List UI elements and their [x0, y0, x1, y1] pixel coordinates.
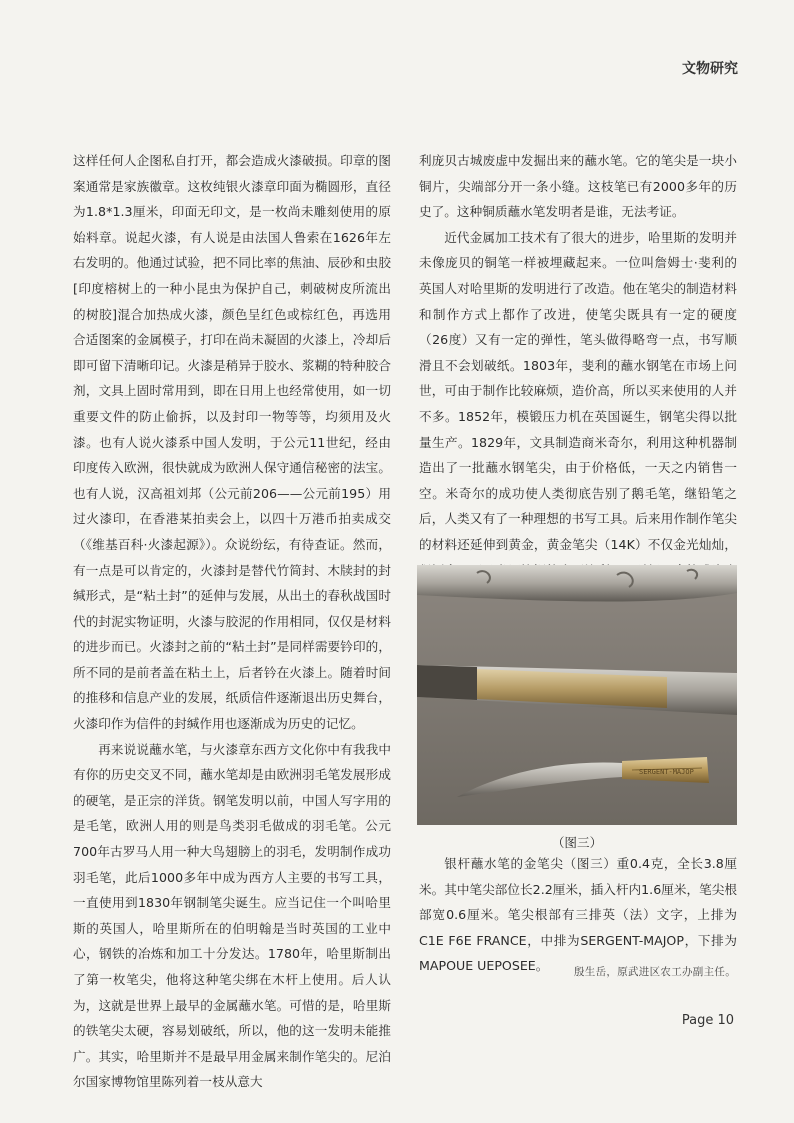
right-column — [419, 148, 737, 609]
section-title: 文物研究 — [682, 61, 738, 77]
body-paragraph: 再来说说蘸水笔，与火漆章东西方文化你中有我我中有你的历史交叉不同，蘸水笔却是由欧洲羽毛笔发展形成的硬笔，是正宗的洋货。钢笔发明以前，中国人写字用的是毛笔，欧洲人用的则是鸟类羽毛做成的羽毛笔。公元700年古罗马人用一种大鸟翅膀上的羽毛，发明制作成功羽毛笔，此后1000多年中成为西方人主要的书写工具，一直使用到1830年钢制笔尖诞生。应当记住一个叫哈里斯的英国人，哈里斯所在的伯明翰是当时英国的工业中心，钢铁的冶炼和加工十分发达。1780年，哈里斯制出了第一枚笔尖，他将这种笔尖绑在木杆上使用。后人认为，这就是世界上最早的金属蘸水笔。可惜的是，哈里斯的铁笔尖太硬，容易划破纸，所以，他的这一发明未能推广。其实，哈里斯并不是最早用金属来制作笔尖的。尼泊尔国家博物馆里陈列着一枝从意大 — [73, 741, 391, 1090]
body-paragraph: 银杆蘸水笔的金笔尖（图三）重0.4克，全长3.8厘米。其中笔尖部位长2.2厘米，插入杆内1.6厘米，笔尖根部宽0.6厘米。笔尖根部有三排英（法）文字，上排为C1E F6E FRANCE，中排为SERGENT-MAJOP，下排为MAPOUE UEPOSEE。 — [419, 856, 737, 974]
author-note: 殷生岳，原武进区农工办副主任。 — [574, 966, 736, 978]
nib-engraving: SERGENT-MAJOP — [639, 768, 694, 776]
body-paragraph: 这样任何人企图私自打开，都会造成火漆破损。印章的图案通常是家族徽章。这枚纯银火漆章印面为椭圆形，直径为1.8*1.3厘米，印面无印文，是一枚尚未雕刻使用的原始料章。说起火漆，有人说是由法国人鲁索在1626年左右发明的。他通过试验，把不同比率的焦油、辰砂和虫胶[印度榕树上的一种小昆虫为保护自己，刺破树皮所流出的树胶]混合加热成火漆，颜色呈红色或棕红色，再选用合适图案的金属模子，打印在尚未凝固的火漆上，冷却后即可留下清晰印记。火漆是稍异于胶水、浆糊的特种胶合剂，文具上固时常用到，即在日用上也经常使用，如一切重要文件的防止偷拆，以及封印一物等等，均须用及火漆。也有人说火漆系中国人发明，于公元11世纪，经由印度传入欧洲，很快就成为欧洲人保守通信秘密的法宝。也有人说，汉高祖刘邦（公元前206——公元前195）用过火漆印，在香港某拍卖会上，以四十万港币拍卖成交（《维基百科·火漆起源》）。众说纷纭，有待查证。然而，有一点是可以肯定的，火漆封是替代竹简封、木牍封的封缄形式，是“粘土封”的延伸与发展，从出土的春秋战国时代的封泥实物证明，火漆与胶泥的作用相同，仅仅是材料的进步而已。火漆封之前的“粘土封”是同样需要钤印的，所不同的是前者盖在粘土上，后者钤在火漆上。随着时间的推移和信息产业的发展，纸质信件逐渐退出历史舞台，火漆印作为信件的封缄作用也逐渐成为历史的记忆。 — [73, 153, 391, 732]
body-paragraph: 利庞贝古城废虚中发掘出来的蘸水笔。它的笔尖是一块小铜片，尖端部分开一条小缝。这枝笔已有2000多年的历史了。这种铜质蘸水笔发明者是谁，无法考证。 — [419, 153, 737, 220]
page-number: Page 10 — [681, 1013, 734, 1028]
body-paragraph: 近代金属加工技术有了很大的进步，哈里斯的发明并未像庞贝的铜笔一样被埋藏起来。一位叫詹姆士·斐利的英国人对哈里斯的发明进行了改造。他在笔尖的制造材料和制作方式上都作了改进，使笔尖既具有一定的硬度（26度）又有一定的弹性，笔头做得略弯一点，书写顺滑且不会划破纸。1803年，斐利的蘸水钢笔在市场上问世，可由于制作比较麻烦，造价高，所以买来使用的人并不多。1852年，模锻压力机在英国诞生，钢笔尖得以批量生产。1829年，文具制造商米奇尔，利用这种机器制造出了一批蘸水钢笔尖，由于价格低，一天之内销售一空。米奇尔的成功使人类彻底告别了鹅毛笔，继铅笔之后，人类又有了一种理想的书写工具。后来用作制作笔尖的材料还延伸到黄金，黄金笔尖（14K）不仅金光灿灿， — [419, 229, 737, 552]
pen-nib-photo — [417, 565, 737, 825]
left-column — [73, 148, 391, 1095]
figure-caption: （图三） — [551, 835, 603, 850]
figure-description — [419, 851, 737, 979]
